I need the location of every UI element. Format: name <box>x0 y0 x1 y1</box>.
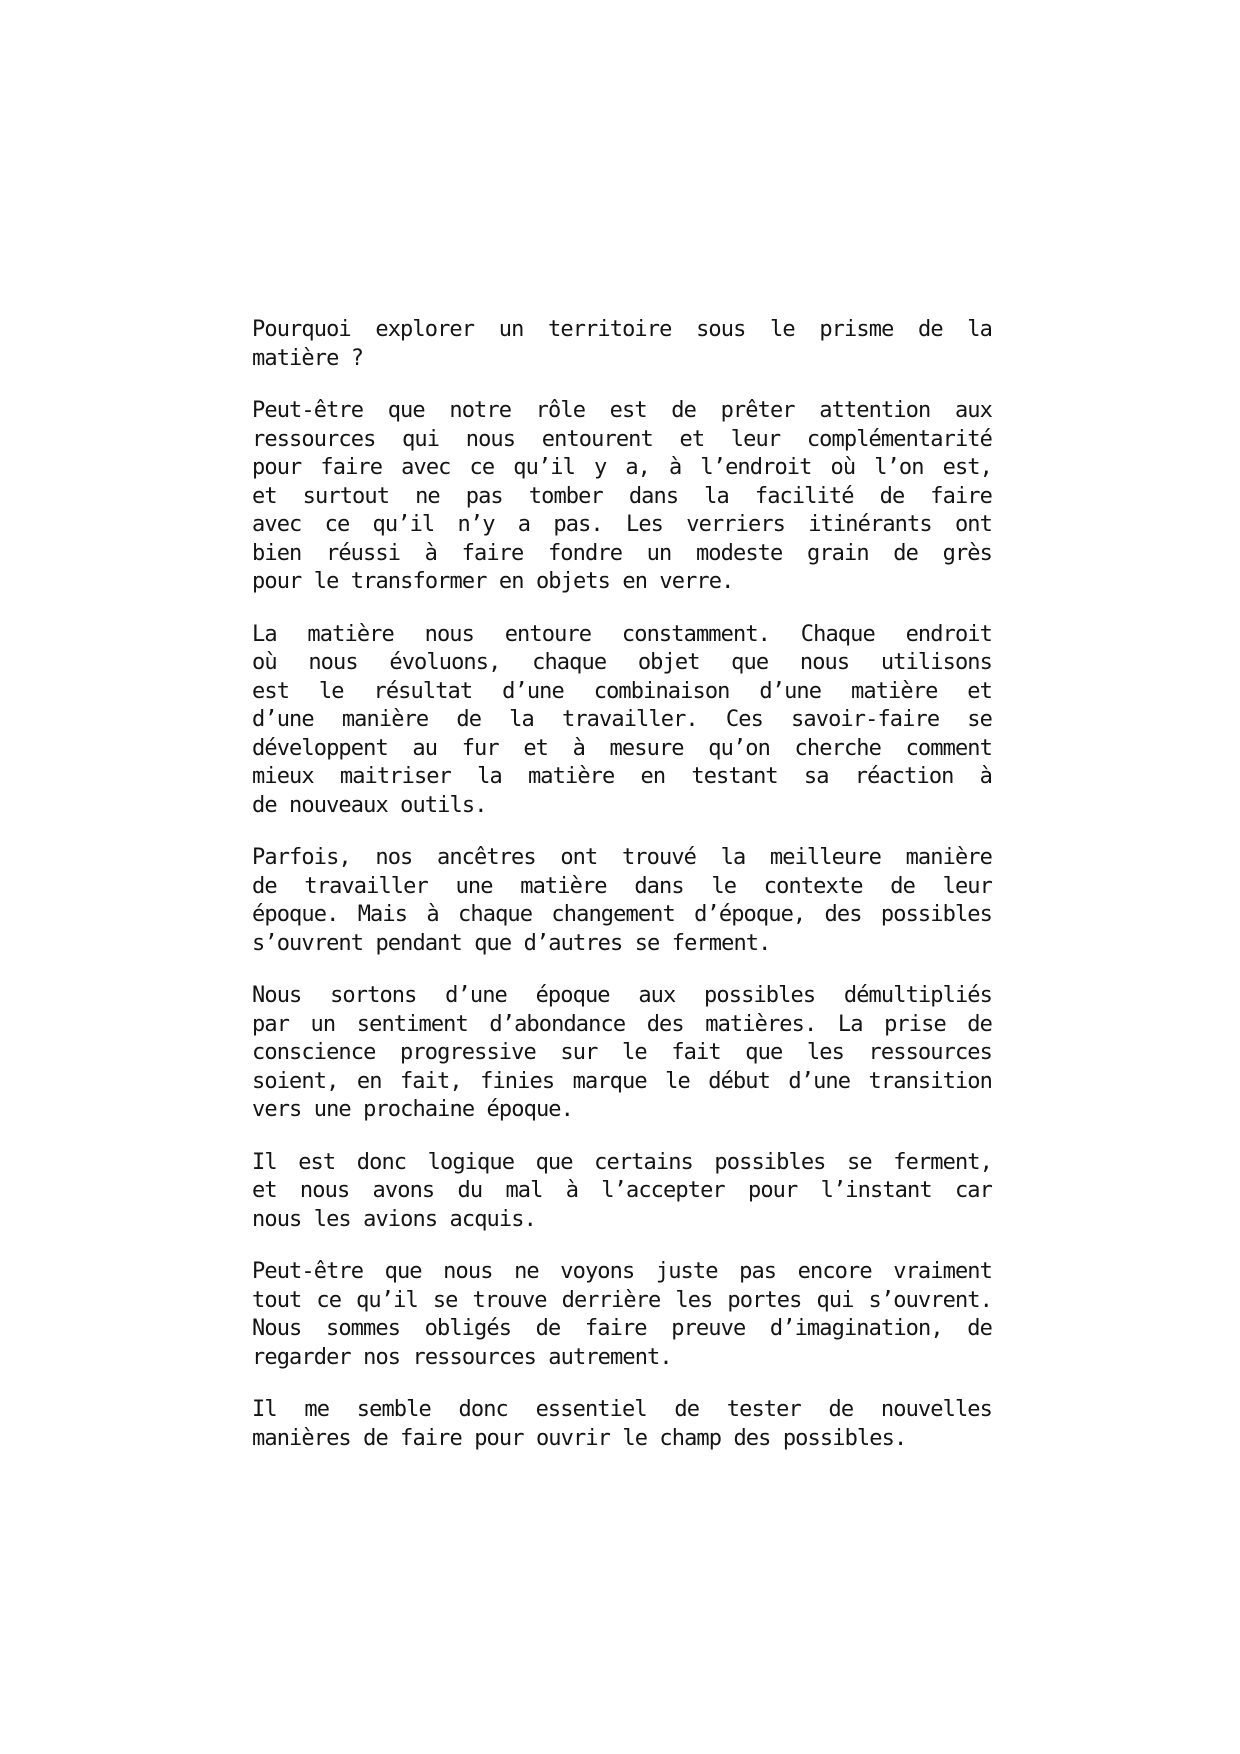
paragraph <box>252 1258 992 1372</box>
paragraph <box>252 844 992 958</box>
text-line: Il me semble donc essentiel de tester de nouvelles <box>252 1397 992 1422</box>
text-line: ressources qui nous entourent et leur complémentarité <box>252 426 992 452</box>
text-line: s’ouvrent pendant que d’autres se ferment. <box>252 930 771 956</box>
paragraph <box>252 397 992 597</box>
text-block <box>252 316 992 1453</box>
text-line: pour le transformer en objets en verre. <box>252 569 734 594</box>
text-line: Peut-être que notre rôle est de prêter attention aux <box>252 398 992 423</box>
paragraph <box>252 1149 992 1235</box>
text-line: d’une manière de la travailler. Ces savoir-faire se <box>252 707 992 732</box>
text-line: Peut-être que nous ne voyons juste pas encore vraiment <box>252 1259 992 1284</box>
text-line: vers une prochaine époque. <box>252 1097 573 1122</box>
text-line: époque. Mais à chaque changement d’époque, des possibles <box>252 902 992 927</box>
text-line: est le résultat d’une combinaison d’une matière et <box>252 678 992 704</box>
paragraph <box>252 316 992 373</box>
text-line: par un sentiment d’abondance des matières. La prise de <box>252 1011 992 1037</box>
text-line: regarder nos ressources autrement. <box>252 1344 672 1370</box>
text-line: matière ? <box>252 345 364 371</box>
paragraph <box>252 982 992 1125</box>
text-line: nous les avions acquis. <box>252 1206 536 1232</box>
text-line: tout ce qu’il se trouve derrière les portes qui s’ouvrent. <box>252 1287 992 1313</box>
text-line: mieux maitriser la matière en testant sa réaction à <box>252 764 992 789</box>
text-line: pour faire avec ce qu’il y a, à l’endroit où l’on est, <box>252 455 992 480</box>
text-line: Il est donc logique que certains possibles se ferment, <box>252 1149 992 1175</box>
text-line: et surtout ne pas tomber dans la facilité de faire <box>252 483 992 509</box>
text-line: bien réussi à faire fondre un modeste grain de grès <box>252 540 992 566</box>
text-line: Nous sommes obligés de faire preuve d’imagination, de <box>252 1316 992 1341</box>
paragraph <box>252 621 992 821</box>
paragraph <box>252 1396 992 1453</box>
text-line: développent au fur et à mesure qu’on cherche comment <box>252 735 992 761</box>
text-line: conscience progressive sur le fait que les ressources <box>252 1040 992 1065</box>
text-line: de travailler une matière dans le contexte de leur <box>252 873 992 899</box>
text-line: de nouveaux outils. <box>252 792 487 818</box>
text-line: Nous sortons d’une époque aux possibles démultipliés <box>252 983 992 1008</box>
text-line: avec ce qu’il n’y a pas. Les verriers itinérants ont <box>252 512 992 537</box>
text-line: soient, en fait, finies marque le début d’une transition <box>252 1068 992 1094</box>
text-line: où nous évoluons, chaque objet que nous utilisons <box>252 650 992 675</box>
text-line: La matière nous entoure constamment. Chaque endroit <box>252 621 992 647</box>
text-line: manières de faire pour ouvrir le champ des possibles. <box>252 1425 907 1451</box>
text-line: Pourquoi explorer un territoire sous le prisme de la <box>252 317 992 342</box>
text-line: Parfois, nos ancêtres ont trouvé la meilleure manière <box>252 845 992 870</box>
text-line: et nous avons du mal à l’accepter pour l’instant car <box>252 1178 992 1203</box>
